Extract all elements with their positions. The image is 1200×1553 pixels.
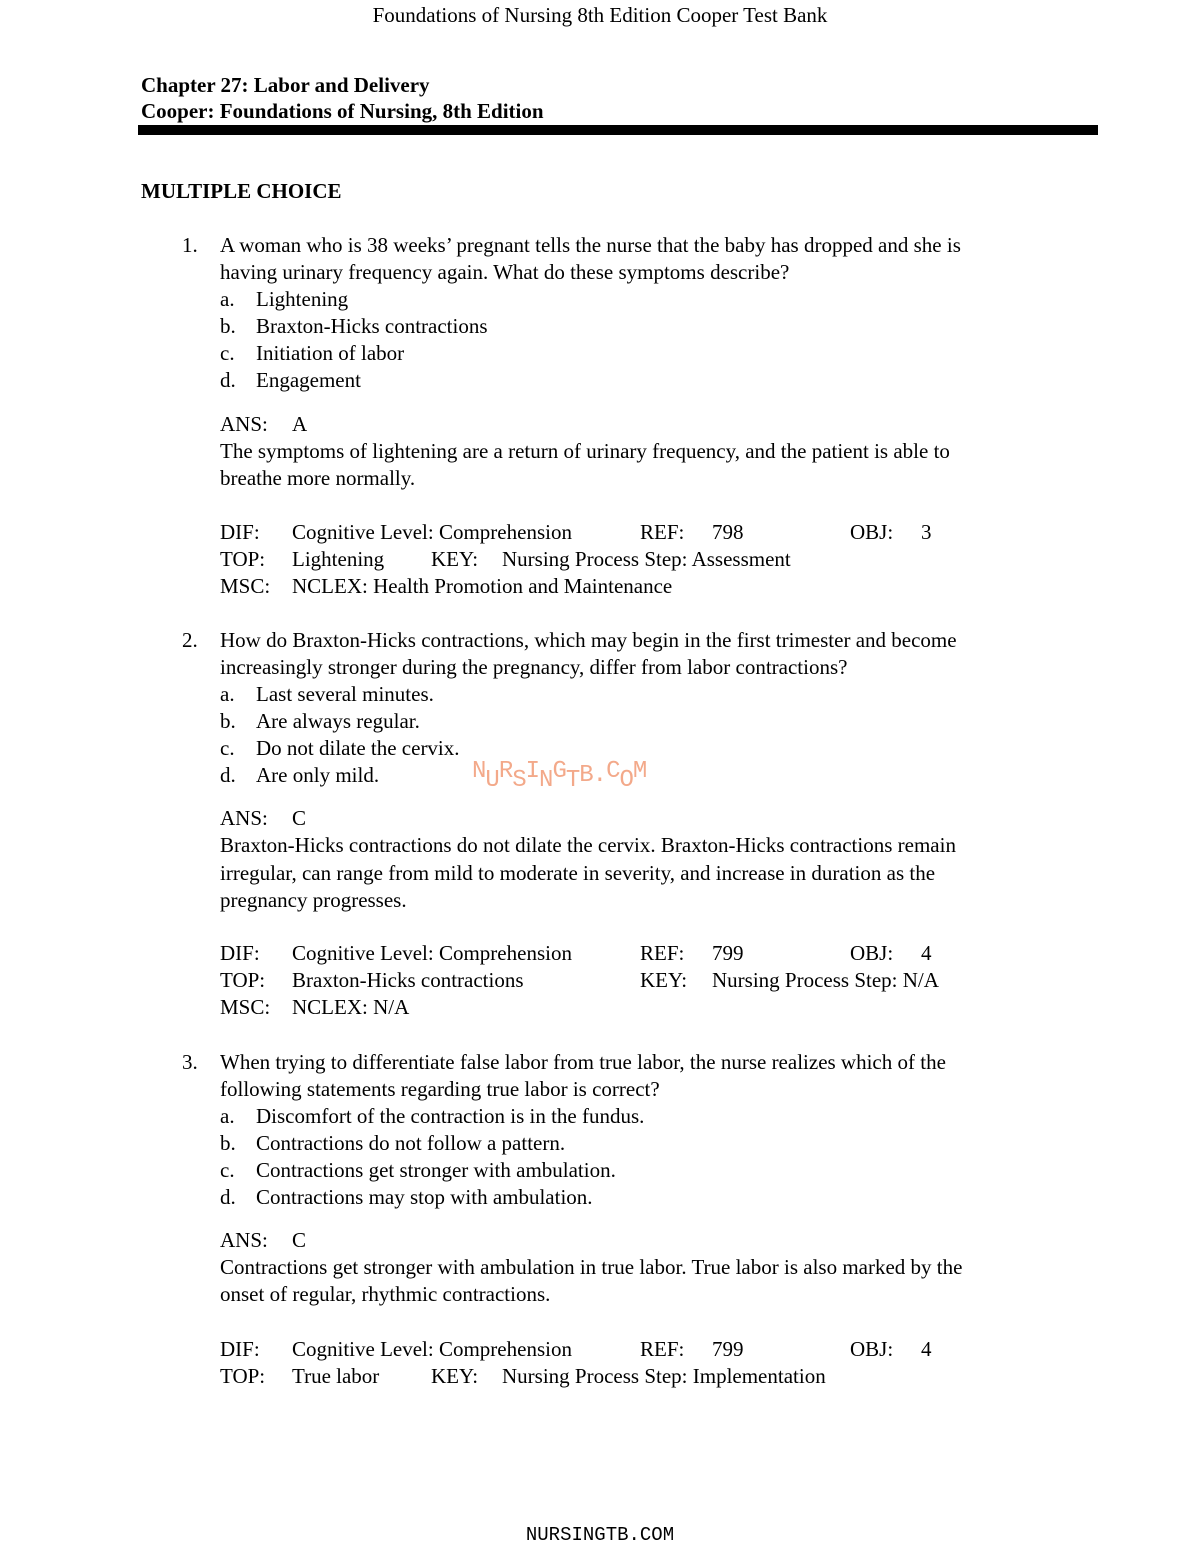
question-stem-line: A woman who is 38 weeks’ pregnant tells the nurse that the baby has dropped and she is [220, 233, 961, 257]
watermark-letter: O [619, 767, 633, 794]
option-text: Braxton-Hicks contractions [256, 314, 488, 338]
obj-label: OBJ: [850, 520, 894, 544]
chapter-title: Chapter 27: Labor and Delivery [141, 73, 430, 97]
question-stem-line: When trying to differentiate false labor from true labor, the nurse realizes which of the [220, 1050, 946, 1074]
dif-label: DIF: [220, 520, 260, 544]
msc-label: MSC: [220, 995, 271, 1019]
answer-label: ANS: [220, 1228, 268, 1252]
dif-value: Cognitive Level: Comprehension [292, 520, 572, 544]
option-text: Do not dilate the cervix. [256, 736, 460, 760]
page-footer: NURSINGTB.COM [525, 1524, 675, 1546]
key-value: Nursing Process Step: N/A [712, 968, 939, 992]
option-letter: d. [220, 1185, 236, 1209]
question-stem-line: increasingly stronger during the pregnancy, differ from labor contractions? [220, 655, 848, 679]
answer-label: ANS: [220, 806, 268, 830]
watermark-letter: C [606, 758, 620, 785]
obj-label: OBJ: [850, 1337, 894, 1361]
top-value: Braxton-Hicks contractions [292, 968, 524, 992]
option-letter: a. [220, 1104, 235, 1128]
top-label: TOP: [220, 1364, 266, 1388]
msc-label: MSC: [220, 574, 271, 598]
question-number: 3. [182, 1050, 198, 1074]
watermark [472, 758, 647, 794]
rationale-line: Braxton-Hicks contractions do not dilate the cervix. Braxton-Hicks contractions remain [220, 833, 956, 857]
option-letter: c. [220, 1158, 235, 1182]
rationale-line: The symptoms of lightening are a return of urinary frequency, and the patient is able to [220, 439, 950, 463]
answer-value: C [292, 1228, 307, 1252]
top-label: TOP: [220, 547, 266, 571]
watermark-letter: . [592, 762, 607, 789]
running-header: Foundations of Nursing 8th Edition Cooper Test Bank [372, 3, 828, 27]
option-text: Are always regular. [256, 709, 420, 733]
question-stem-line: following statements regarding true labor is correct? [220, 1077, 660, 1101]
ref-label: REF: [640, 520, 685, 544]
watermark-letter: N [539, 767, 553, 794]
top-value: True labor [292, 1364, 380, 1388]
watermark-letter: N [472, 758, 486, 785]
top-value: Lightening [292, 547, 385, 571]
key-label: KEY: [431, 547, 479, 571]
option-letter: a. [220, 287, 235, 311]
option-text: Contractions do not follow a pattern. [256, 1131, 566, 1155]
rationale-line: onset of regular, rhythmic contractions. [220, 1282, 551, 1306]
option-text: Initiation of labor [256, 341, 405, 365]
option-text: Contractions get stronger with ambulation. [256, 1158, 616, 1182]
section-title: MULTIPLE CHOICE [141, 179, 342, 203]
option-text: Are only mild. [256, 763, 380, 787]
rationale-line: breathe more normally. [220, 466, 416, 490]
obj-label: OBJ: [850, 941, 894, 965]
option-text: Discomfort of the contraction is in the fundus. [256, 1104, 645, 1128]
rationale-line: Contractions get stronger with ambulation in true labor. True labor is also marked by the [220, 1255, 963, 1279]
answer-value: A [292, 412, 308, 436]
dif-label: DIF: [220, 1337, 260, 1361]
obj-value: 4 [921, 1337, 932, 1361]
msc-value: NCLEX: Health Promotion and Maintenance [292, 574, 673, 598]
option-letter: c. [220, 341, 235, 365]
option-letter: c. [220, 736, 235, 760]
book-title: Cooper: Foundations of Nursing, 8th Edition [141, 99, 544, 123]
option-letter: d. [220, 763, 236, 787]
ref-value: 799 [712, 941, 744, 965]
ref-value: 798 [712, 520, 744, 544]
option-letter: a. [220, 682, 235, 706]
obj-value: 3 [921, 520, 932, 544]
key-label: KEY: [640, 968, 688, 992]
option-letter: d. [220, 368, 236, 392]
rationale-line: pregnancy progresses. [220, 888, 407, 912]
question-stem-line: How do Braxton-Hicks contractions, which may begin in the first trimester and become [220, 628, 957, 652]
key-value: Nursing Process Step: Implementation [502, 1364, 826, 1388]
watermark-letter: M [632, 758, 647, 785]
key-value: Nursing Process Step: Assessment [502, 547, 791, 571]
option-text: Lightening [256, 287, 349, 311]
ref-label: REF: [640, 941, 685, 965]
msc-value: NCLEX: N/A [292, 995, 410, 1019]
watermark-letter: R [498, 758, 513, 785]
option-text: Contractions may stop with ambulation. [256, 1185, 593, 1209]
watermark-letter: B [579, 762, 593, 789]
option-text: Last several minutes. [256, 682, 434, 706]
ref-label: REF: [640, 1337, 685, 1361]
rationale-line: irregular, can range from mild to moderate in severity, and increase in duration as the [220, 861, 936, 885]
option-letter: b. [220, 1131, 236, 1155]
watermark-letter: T [565, 767, 580, 794]
key-label: KEY: [431, 1364, 479, 1388]
question-stem-line: having urinary frequency again. What do these symptoms describe? [220, 260, 790, 284]
heading-rule [138, 125, 1098, 135]
ref-value: 799 [712, 1337, 744, 1361]
dif-value: Cognitive Level: Comprehension [292, 1337, 572, 1361]
question-number: 1. [182, 233, 198, 257]
top-label: TOP: [220, 968, 266, 992]
answer-value: C [292, 806, 307, 830]
dif-value: Cognitive Level: Comprehension [292, 941, 572, 965]
question-number: 2. [182, 628, 198, 652]
watermark-letter: G [552, 758, 566, 785]
watermark-letter: S [512, 767, 526, 794]
obj-value: 4 [921, 941, 932, 965]
option-text: Engagement [256, 368, 361, 392]
option-letter: b. [220, 314, 236, 338]
watermark-letter: U [485, 767, 499, 794]
answer-label: ANS: [220, 412, 268, 436]
watermark-letter: I [525, 758, 540, 785]
option-letter: b. [220, 709, 236, 733]
dif-label: DIF: [220, 941, 260, 965]
